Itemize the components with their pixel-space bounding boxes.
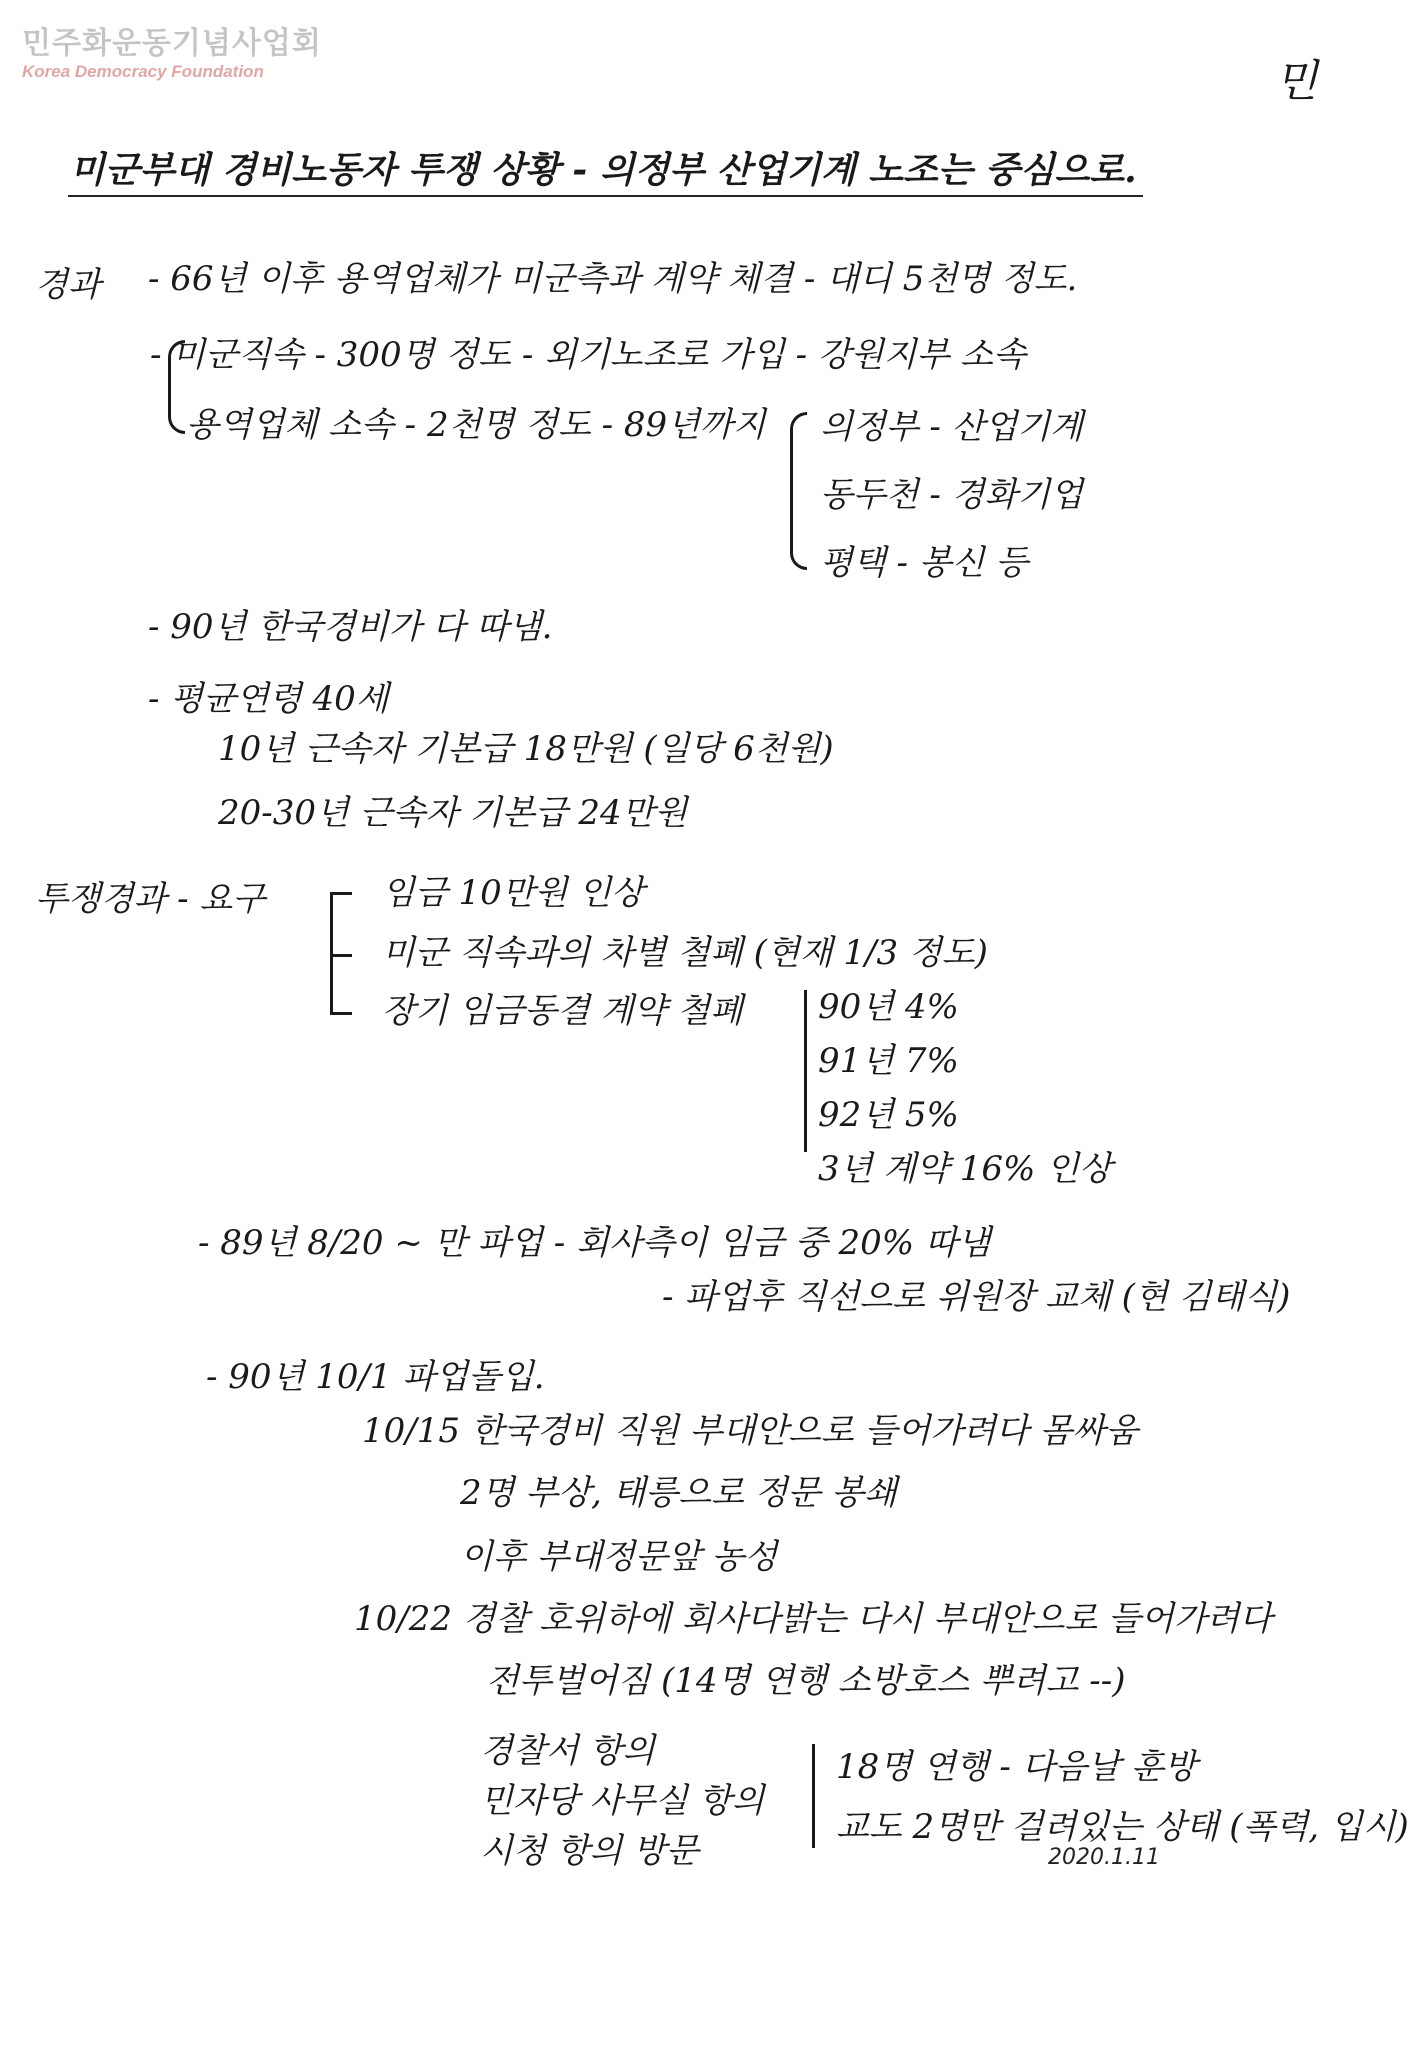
demand-item: 장기 임금동결 계약 철폐 xyxy=(382,991,743,1031)
event-89-strike: - 89년 8/20 ~ 만 파업 - 회사측이 임금 중 20% 따냄 xyxy=(198,1223,991,1263)
direct-employment-line: - 미군직속 - 300명 정도 - 외기노조로 가입 - 강원지부 소속 xyxy=(150,335,1026,375)
background-label: 경과 xyxy=(35,265,101,305)
rates-bracket xyxy=(804,990,807,1152)
outcome-item: 18명 연행 - 다음날 훈방 xyxy=(836,1747,1197,1787)
wage-10yr-line: 10년 근속자 기본급 18만원 (일당 6천원) xyxy=(218,729,834,769)
event-1022-clash: 전투벌어짐 (14명 연행 소방호스 뿌려고 --) xyxy=(486,1661,1126,1701)
background-line1: - 66년 이후 용역업체가 미군측과 계약 체결 - 대디 5천명 정도. xyxy=(148,259,1078,299)
demand-item: 미군 직속과의 차별 철폐 (현재 1/3 정도) xyxy=(382,933,988,973)
protest-item: 민자당 사무실 항의 xyxy=(480,1781,765,1821)
region-item: 의정부 - 산업기계 xyxy=(820,407,1084,447)
event-89-after: - 파업후 직선으로 위원장 교체 (현 김태식) xyxy=(662,1277,1291,1317)
protest-item: 시청 항의 방문 xyxy=(480,1831,699,1871)
event-1015: 10/15 한국경비 직원 부대안으로 들어가려다 몸싸움 xyxy=(362,1411,1139,1451)
rate-item: 3년 계약 16% 인상 xyxy=(818,1149,1112,1189)
wage-20-30yr-line: 20-30년 근속자 기본급 24만원 xyxy=(218,793,688,833)
demands-label: 투쟁경과 - 요구 xyxy=(35,879,266,919)
demands-bracket-tick xyxy=(330,892,352,895)
average-age-line: - 평균연령 40세 xyxy=(148,679,389,719)
year90-line: - 90년 한국경비가 다 따냄. xyxy=(148,607,553,647)
region-item: 평택 - 봉신 등 xyxy=(820,543,1029,583)
region-bracket xyxy=(790,412,807,570)
event-1015-injury: 2명 부상, 태릉으로 정문 봉쇄 xyxy=(460,1473,897,1513)
watermark-english: Korea Democracy Foundation xyxy=(22,62,264,81)
protest-item: 경찰서 항의 xyxy=(480,1731,656,1771)
outcome-bracket xyxy=(812,1744,815,1848)
demands-bracket xyxy=(330,892,333,1014)
demand-item: 임금 10만원 인상 xyxy=(382,873,644,913)
watermark-korean: 민주화운동기념사업회 xyxy=(22,26,322,61)
event-1015-sitin: 이후 부대정문앞 농성 xyxy=(460,1537,778,1577)
rate-item: 90년 4% xyxy=(818,987,959,1027)
demands-bracket-tick xyxy=(330,954,352,957)
region-item: 동두천 - 경화기업 xyxy=(820,475,1084,515)
outcome-item: 교도 2명만 걸려있는 상태 (폭력, 입시) xyxy=(836,1807,1409,1847)
rate-item: 91년 7% xyxy=(818,1041,959,1081)
contractor-line: 용역업체 소속 - 2천명 정도 - 89년까지 xyxy=(186,405,766,445)
corner-mark: 민 xyxy=(1275,56,1318,107)
rate-item: 92년 5% xyxy=(818,1095,959,1135)
demands-bracket-tick xyxy=(330,1012,352,1015)
page-title: 미군부대 경비노동자 투쟁 상황 - 의정부 산업기계 노조는 중심으로. xyxy=(70,149,1137,191)
event-1022: 10/22 경찰 호위하에 회사다밝는 다시 부대안으로 들어가려다 xyxy=(354,1599,1273,1639)
signature-date: 2020.1.11 xyxy=(1048,1845,1160,1870)
event-90-strike: - 90년 10/1 파업돌입. xyxy=(206,1357,545,1397)
title-underline xyxy=(68,195,1143,197)
